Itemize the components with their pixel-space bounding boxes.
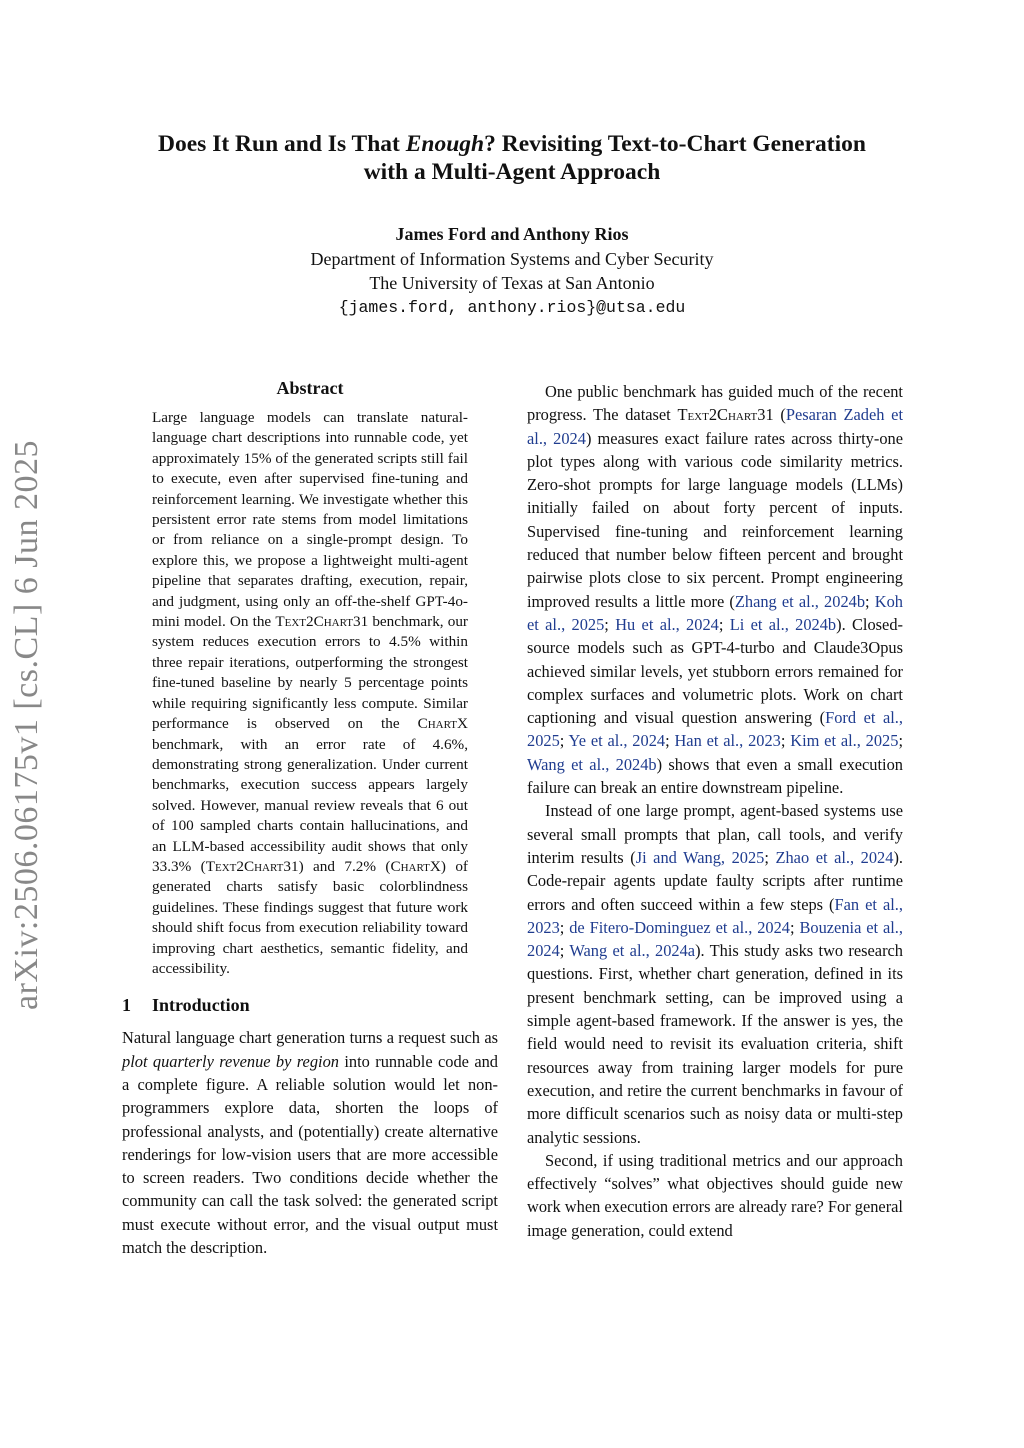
citation-link[interactable]: Pesaran Zadeh et al., 2024 (527, 405, 903, 448)
citation-link[interactable]: Wang et al., 2024a (569, 941, 696, 961)
section-title: Introduction (152, 995, 250, 1016)
author-department: Department of Information Systems and Cyber Security (310, 248, 714, 269)
abstract-text: Large language models can translate natural-language chart descriptions into runnable code, yet approximately 15% of the generated scripts still fail to execute, even after supervised fine-tuning and reinforcement learning. We investigate whether this persistent error rate stems from model limitations or from reliance on a single-prompt design. To explore this, we propose a lightweight multi-agent pipeline that separates drafting, execution, repair, and judgment, using only an off-the-shelf GPT-4o-mini model. On the Text2Chart31 benchmark, our system reduces execution errors to 4.5% within three repair iterations, outperforming the strongest fine-tuned baseline by nearly 5 percentage points while requiring significantly less compute. Similar performance is observed on the ChartX benchmark, with an error rate of 4.6%, demonstrating strong generalization. Under current benchmarks, execution success appears largely solved. However, manual review reveals that 6 out of 100 sampled charts contain hallucinations, and an LLM-based accessibility audit shows that only 33.3% (Text2Chart31) and 7.2% (ChartX) of generated charts satisfy basic colorblindness guidelines. These findings suggest that future work should shift focus from execution reliability toward improving chart aesthetics, semantic fidelity, and accessibility. (152, 409, 468, 977)
title-emphasis: Enough (405, 131, 485, 157)
citation-link[interactable]: Hu et al., 2024 (615, 614, 719, 634)
right-column (527, 380, 903, 1242)
benchmark-name: Text2Chart31 (677, 405, 774, 425)
citation-link[interactable]: Zhang et al., 2024b (734, 591, 866, 611)
author-names: James Ford and Anthony Rios (395, 224, 629, 244)
abstract-heading: Abstract (276, 378, 344, 398)
left-column (122, 378, 498, 1259)
intro-paragraph: Natural language chart generation turns a request such as plot quarterly revenue by region into runnable code and a complete figure. A reliable solution would let non-programmers explore data, shorten the loops of professional analysts, and (potentially) create alternative renderings for low-vision users that are more accessible to screen readers. Two conditions decide whether the community can call the task solved: the generated script must execute without error, and the visual output must match the description. (122, 1028, 498, 1258)
body-paragraph-objectives: Second, if using traditional metrics and our approach effectively “solves” what objectives should guide new work when execution errors are already rare? For general image generation, could extend (527, 1150, 903, 1240)
citation-link[interactable]: Ye et al., 2024 (568, 731, 666, 751)
citation-link[interactable]: Wang et al., 2024b (527, 754, 657, 774)
citation-link[interactable]: Kim et al., 2025 (790, 731, 899, 751)
section-heading-introduction (122, 995, 498, 1016)
section-number: 1 (122, 995, 131, 1016)
citation-link[interactable]: Ford et al., 2025 (527, 708, 903, 751)
paper-title (120, 130, 904, 186)
citation-link[interactable]: Zhao et al., 2024 (775, 847, 894, 867)
example-request: plot quarterly revenue by region (122, 1051, 339, 1071)
title-part-1: Does It Run and Is That (158, 131, 406, 157)
benchmark-name: Text2Chart31 (275, 613, 369, 631)
author-block (120, 222, 904, 320)
citation-link[interactable]: Ji and Wang, 2025 (635, 847, 765, 867)
body-paragraph-agents: Instead of one large prompt, agent-based systems use several small prompts that plan, call tools, and verify interim results (Ji and Wang, 2025; Zhao et al., 2024). Code-repair agents update faulty scripts after runtime errors and often succeed within a few steps (Fan et al., 2023; de Fitero-Dominguez et al., 2024; Bouzenia et al., 2024; Wang et al., 2024a). This study asks two research questions. First, whether chart generation, defined in its present benchmark setting, can be improved using a simple agent-based framework. If the answer is yes, the field would need to revisit its evaluation criteria, shift resources away from training larger models for pure execution, and retire the current benchmarks in favour of more difficult scenarios such as noisy data or multi-step analytic sessions. (527, 801, 904, 1147)
citation-link[interactable]: Koh et al., 2025 (527, 591, 903, 634)
benchmark-name: ChartX (417, 715, 468, 733)
arxiv-identifier-stamp: arXiv:2506.06175v1 [cs.CL] 6 Jun 2025 (8, 439, 45, 1010)
body-paragraph-benchmarks: One public benchmark has guided much of the recent progress. The dataset Text2Chart31 (Pesaran Zadeh et al., 2024) measures exact failure rates across thirty-one plot types along with various code similarity metrics. Zero-shot prompts for large language models (LLMs) initially failed on about forty percent of inputs. Supervised fine-tuning and reinforcement learning reduced that number below fifteen percent and brought pairwise plots close to six percent. Prompt engineering improved results a little more (Zhang et al., 2024b; Koh et al., 2025; Hu et al., 2024; Li et al., 2024b). Closed-source models such as GPT-4-turbo and Claude3Opus achieved similar levels, yet stubborn errors remained for complex surfaces and volumetric plots. Work on chart captioning and visual question answering (Ford et al., 2025; Ye et al., 2024; Han et al., 2023; Kim et al., 2025; Wang et al., 2024b) shows that even a small execution failure can break an entire downstream pipeline. (527, 382, 904, 798)
title-line-2: with a Multi-Agent Approach (363, 159, 661, 185)
title-part-2: ? Revisiting Text-to-Chart Generation (484, 131, 866, 157)
citation-link[interactable]: Bouzenia et al., 2024 (527, 917, 903, 961)
citation-link[interactable]: Li et al., 2024b (729, 614, 837, 634)
benchmark-name: Text2Chart31 (205, 857, 299, 875)
author-university: The University of Texas at San Antonio (369, 273, 655, 293)
author-email: {james.ford, anthony.rios}@utsa.edu (338, 297, 686, 317)
benchmark-name: ChartX (390, 857, 441, 875)
citation-link[interactable]: de Fitero-Dominguez et al., 2024 (569, 917, 790, 937)
citation-link[interactable]: Han et al., 2023 (674, 731, 781, 751)
citation-link[interactable]: Fan et al., 2023 (527, 894, 903, 937)
